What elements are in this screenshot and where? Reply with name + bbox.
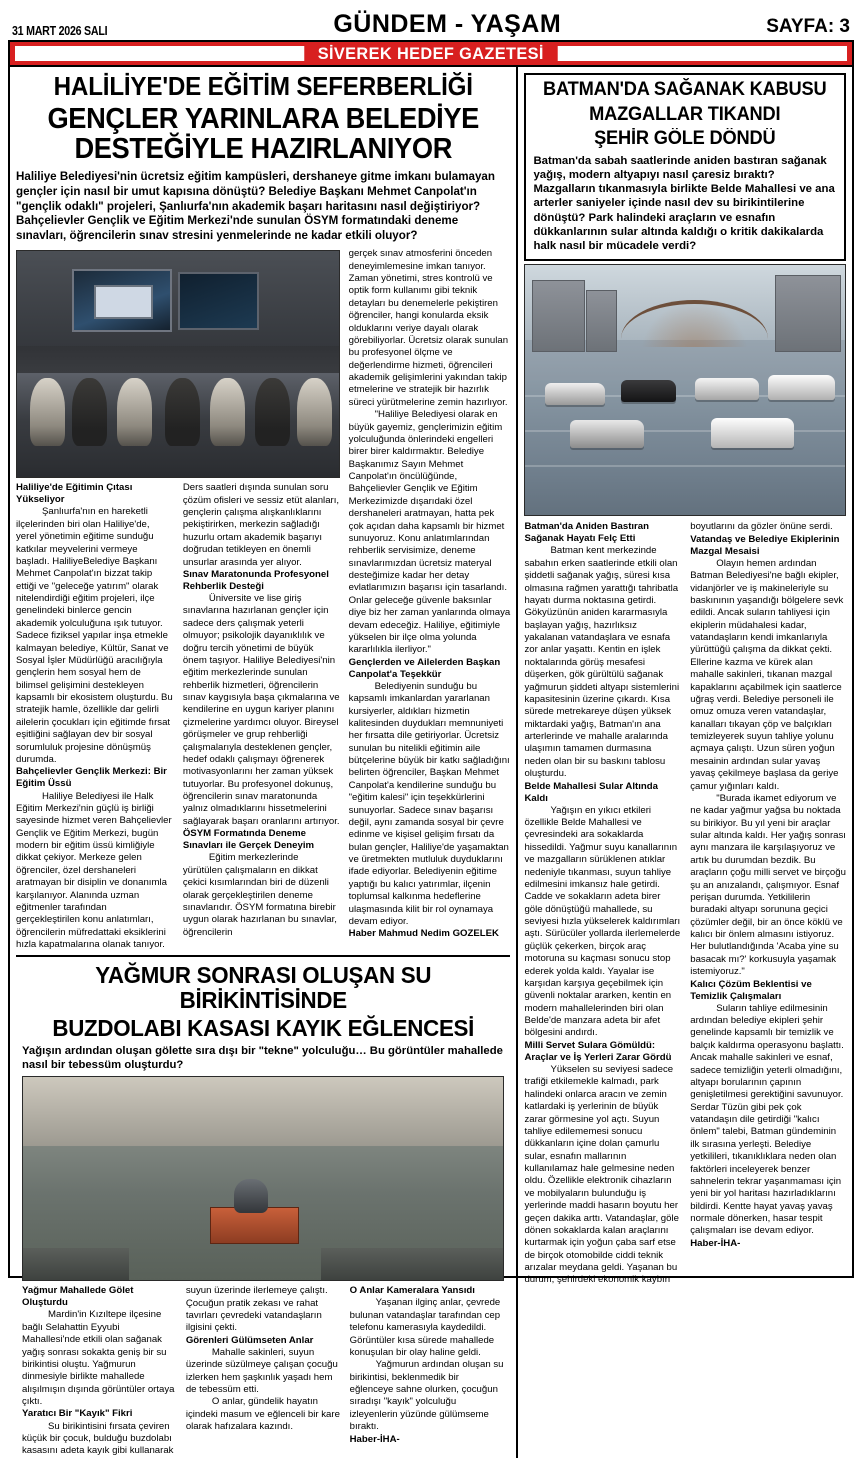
lead-story-columns-1-2 (16, 482, 340, 951)
page-number: SAYFA: 3 (766, 16, 850, 37)
subhead: Gençlerden ve Ailelerden Başkan Canpolat'a Teşekkür (348, 656, 501, 680)
lead-story-headline: GENÇLER YARINLARA BELEDİYE DESTEĞİYLE HAZIRLANIYOR (47, 103, 479, 166)
lead-photo-and-cols (16, 248, 340, 951)
publication-date: 31 MART 2026 SALI (12, 23, 108, 38)
byline: Haber-İHA- (349, 1433, 400, 1445)
boat-column-2 (186, 1285, 341, 1457)
flood-story-columns (524, 521, 846, 1286)
paragraph: Yağmurun ardından oluşan su birikintisi, beklenmedik bir eğlenceye sahne olurken, çocuğun sıradışı "kayık" yolculuğu izleyenlerin yüzünde gülümseme bıraktı. (349, 1359, 504, 1433)
subhead: ÖSYM Formatında Deneme Sınavları ile Gerçek Deneyim (182, 828, 315, 852)
paragraph: Suların tahliye edilmesinin ardından belediye ekipleri şehir genelinde kapsamlı bir temizlik ve balçık kaldırma operasyonu başlattı. Ancak mahalle sakinleri ve esnaf, sadece temizliğin yeterli olmadığını, altyapı borularının çapının genişletilmesi gerektiğini savunuyor. Serdar Tüzün gibi pek çok vatandaşın dile getirdiği "kalıcı önlem" talebi, Batman gündeminin ilk sırasına yerleşti. Belediye yetkilileri, tıkanıklıklara neden olan faktörleri inceleyerek benzer sahnelerin tekrar yaşanmaması için yeni bir yol haritası hazırladıklarını bildirdi. Kentte hayat yavaş yavaş normale dönerken, hasar tespit çalışmaları ise devam ediyor. (690, 1002, 844, 1237)
paragraph: Yaşanan ilginç anlar, çevrede bulunan vatandaşlar tarafından cep telefonu kamerasıyla kaydedildi. Görüntüler kısa sürede mahallede konuşulan bir olay haline geldi. (349, 1297, 501, 1358)
lead-story-summary: Haliliye Belediyesi'nin ücretsiz eğitim kampüsleri, dershaneye gitme imkanı bulamayan gençler için nasıl bir umut kapısına dönüştü? Belediye Başkanı Mehmet Canpolat'ın "gençlik odaklı" projeleri, Şanlıurfa'nın akademik başarı haritasını nasıl değiştiriyor? Bahçelievler Gençlik ve Eğitim Merkezi'nde sunulan ÖSYM formatındaki deneme sınavları, öğrencilerin sınav stresini yenmelerinde ne kadar etkili oluyor? (16, 170, 495, 242)
newspaper-name: SİVEREK HEDEF GAZETESİ (305, 44, 558, 64)
byline: Haber Mahmud Nedim GOZELEK (348, 928, 499, 940)
subhead: Yaratıcı Bir "Kayık" Fikri (22, 1408, 133, 1420)
subhead: Sınav Maratonunda Profesyonel Rehberlik Desteği (182, 568, 329, 593)
paragraph: gerçek sınav atmosferini önceden deneyimlemesine imkan tanıyor. Zaman yönetimi, stres kontrolü ve optik form kullanımı gibi teknik detayları bu denemelerle pekiştiren öğrenciler, hangi konularda eksik olduklarını veriye dayalı olarak görebiliyorlar. Ücretsiz olarak sunulan bu profesyonel ölçme ve değerlendirme hizmeti, öğrencileri akademik gelişimlerini yakından takip etmelerine ve stratejik bir hazırlık süreci yürütmelerine zemin hazırlıyor. (348, 248, 509, 408)
flood-column-2 (690, 521, 846, 1286)
section-title: GÜNDEM - YAŞAM (333, 10, 562, 38)
paragraph: Su birikintisini fırsata çeviren küçük bir çocuk, bulduğu buzdolabı kasasını adeta kayık gibi kullanarak (22, 1420, 174, 1457)
lead-story-upper-row (16, 248, 510, 951)
boat-story (16, 955, 510, 1457)
lead-story (10, 67, 518, 1458)
paragraph: Haliliye Belediyesi ile Halk Eğitim Merkezi'nin güçlü iş birliği sayesinde hizmet veren Bahçelievler Gençlik ve Eğitim Merkezi, bugün modern bir eğitim üssü kimliğiyle dikkat çekiyor. Merkeze gelen öğrenciler, özel dershaneleri aratmayan bir disiplin ve donanımla karşılanıyor. Alanında uzman eğitmenler tarafından gerçekleştirilen konu anlatımları, öğrencilerin müfredattaki eksiklerini hızla kapatmalarına olanak tanıyor. (16, 790, 172, 950)
paragraph: Mardin'in Kızıltepe ilçesine bağlı Selahattin Eyyubi Mahallesi'nde etkili olan sağanak yağış sonrası sokakta geniş bir su birikintisi oluştu. Yağmurun dinmesiyle birlikte mahallede alışılmışın dışında görüntüler ortaya çıktı. (22, 1309, 175, 1408)
boat-story-headline-line2: BUZDOLABI KASASI KAYIK EĞLENCESİ (52, 1015, 475, 1042)
subhead: Milli Servet Sulara Gömüldü: Araçlar ve İş Yerleri Zarar Gördü (524, 1039, 672, 1063)
subhead: Kalıcı Çözüm Beklentisi ve Temizlik Çalışmaları (690, 978, 812, 1002)
boat-column-1 (22, 1285, 177, 1457)
lead-column-1 (16, 482, 173, 951)
boat-story-columns (22, 1285, 504, 1457)
subhead: Yağmur Mahallede Gölet Oluşturdu (22, 1285, 134, 1309)
paragraph: Belediyenin sunduğu bu kapsamlı imkanlardan yararlanan kursiyerler, aldıkları hizmetin kalitesinden duydukları memnuniyeti her fırsatta dile getiriyorlar. Ücretsiz sunulan bu nitelikli eğitimin aile bütçelerine büyük bir katkı sağladığını belirten öğrenciler, Başkan Mehmet Canpolat'a kendilerine sunduğu bu "eğitim kalesi" için teşekkürlerini sunuyorlar. Sadece sınav başarısı değil, aynı zamanda sosyal bir çevre edinme ve kişisel gelişim fırsatı da bulan gençler, Haliliye'de yaşamaktan ve üretmekten mutluluk duyduklarını ifade ediyorlar. Belediyenin eğitime yaptığı bu kalıcı yatırımlar, ilçenin toplumsal kalkınma hedeflerine ulaşmasında kilit bir rol oynamaya devam ediyor. (348, 680, 510, 927)
lead-column-3 (349, 248, 511, 951)
paragraph: Yağışın en yıkıcı etkileri özellikle Belde Mahallesi ve çevresindeki ara sokaklarda hissedildi. Yağmur suyu kanallarının ve mazgalların sürüklenen atıklar nedeniyle tıkanması, suyun tahliye edilmesini imkansız hale getirdi. Cadde ve sokakların adeta birer göle dönüştüğü mahallede, su seviyesi hızla yükselerek kaldırımları aştı. Sürücüler yollarda ilerlemelerde güçlük çekerken, birçok araç motoruna su kaçması sonucu stop ederek yolda kaldı. Yayalar ise karşıdan karşıya geçebilmek için güvenli noktalar ararken, kentin en modern mahallelerinden biri olan Belde'de manzara adeta bir afet bölgesini andırdı. (524, 804, 681, 1039)
flood-photo (524, 264, 846, 516)
paragraph: "Burada ikamet ediyorum ve ne kadar yağmur yağsa bu noktada su birikiyor. Bu yıl yeni bir araçlar sular altında kaldı. Her yağış sonrası aynı manzara ile karşılaşıyoruz ve artık bu durumdan bezdik. Bu araçların çoğu milli servet ve birçoğu şu an anızalandı, çalışmıyor. Esnaf perişan durumda. Yetkililerin buradaki altyapı sorununa geçici çözümler değil, bir an önce köklü ve kalıcı bir önlem almasını istiyoruz. Her bulutlandığında 'Acaba yine su basacak mı?' korkusuyla yaşamak istemiyoruz." (690, 792, 846, 978)
paragraph: "Haliliye Belediyesi olarak en büyük gayemiz, gençlerimizin eğitim yolculuğunda önlerindeki engelleri birer birer kaldırmaktır. Belediye Başkanımız Sayın Mehmet Canpolat'ın öncülüğünde, Bahçelievler Gençlik ve Eğitim Merkezimizde dışarıdaki özel dershaneleri aratmayan, hatta pek çok açıdan daha kapsamlı bir hizmet sunuyoruz. Konu anlatımlarından rehberlik servisimize, deneme sınavlarımızdan ücretsiz materyal desteğimize kadar her detay evlatlarımızın başarısı için tasarlandı. Onlar geleceğe güvenle baksınlar diye biz her zaman yanlarında olmaya devam edeceğiz. Haliliye, eğitimiyle yükselen bir ilçe olma yolunda kararlılıkla ilerliyor." (348, 409, 511, 656)
lead-column-2 (183, 482, 340, 951)
subhead: Belde Mahallesi Sular Altında Kaldı (524, 780, 658, 804)
byline: Haber-İHA- (690, 1237, 741, 1249)
masthead (8, 0, 854, 38)
classroom-photo (16, 250, 340, 478)
paragraph: suyun üzerinde ilerlemeye çalıştı. Çocuğun pratik zekası ve rahat tavırları çevredeki vatandaşların ilgisini çekti. (185, 1285, 328, 1334)
subhead: Batman'da Aniden Bastıran Sağanak Hayatı Felç Etti (524, 521, 649, 545)
subhead: O Anlar Kameralara Yansıdı (349, 1285, 475, 1297)
paragraph: Ders saatleri dışında sunulan soru çözüm ofisleri ve sessiz etüt alanları, gençlerin çalışma alışkanlıklarını pekiştirirken, merkezin sağladığı huzurlu ortam akademik başarıyı doğrudan tetikleyen en önemli unsurlar arasında yer alıyor. (182, 482, 340, 568)
boat-column-3 (350, 1285, 505, 1457)
flood-story (518, 67, 852, 1458)
paragraph: Eğitim merkezlerinde yürütülen çalışmaların en dikkat çekici kısımlarından biri de düzenli olarak gerçekleştirilen deneme sınavlarıdır. ÖSYM formatına birebir uygun olarak hazırlanan bu sınavlar, öğrencilerin (182, 852, 337, 938)
subhead: Haliliye'de Eğitimin Çıtası Yükseliyor (16, 482, 133, 506)
flood-headline-box (524, 73, 846, 261)
boat-story-summary: Yağışın ardından oluşan gölette sıra dışı bir "tekne" yolculuğu… Bu görüntüler mahallede nasıl bir tebessüm oluşturdu? (22, 1045, 503, 1072)
subhead: Bahçelievler Gençlik Merkezi: Bir Eğitim Üssü (16, 766, 167, 790)
subhead: Vatandaş ve Belediye Ekiplerinin Mazgal Mesaisi (690, 533, 840, 557)
subhead: Görenleri Gülümseten Anlar (185, 1334, 314, 1346)
paragraph: Mahalle sakinleri, suyun üzerinde süzülmeye çalışan çocuğu izlerken hem şaşkınlık yaşadı hem de tebessüm etti. (185, 1346, 338, 1396)
paragraph: boyutlarını da gözler önüne serdi. (690, 521, 833, 533)
newspaper-name-banner (8, 40, 854, 67)
paragraph: Olayın hemen ardından Batman Belediyesi'ne bağlı ekipler, vidanjörler ve iş makineleriyle su baskınının yaşandığı bölgelere sevk edildi. Ancak suların tahliyesi için ekiplerin müdahalesi kadar, vatandaşların kendi imkanlarıyla yürüttüğü çalışma da dikkat çekti. Ellerine kazma ve kürek alan mahalle sakinleri, tıkanan mazgal kapaklarını açabilmek için saatlerce uğraş verdi. Belediye personeli ile omuz omuza veren vatandaşlar, kanalları tıkayan çöp ve balçıkları temizleyerek suyun tahliye yolunu açmaya çalıştı. Uzun süren yoğun mesainin ardından sular yavaş yavaş çekilmeye başlasa da geriye çamur yığınları kaldı. (690, 557, 844, 792)
flood-headline-line2: MAZGALLAR TIKANDI (589, 103, 781, 125)
flood-column-1 (524, 521, 680, 1286)
flood-story-summary: Batman'da sabah saatlerinde aniden bastıran sağanak yağış, modern altyapıyı nasıl çaresiz bıraktı? Mazgalların tıkanmasıyla birlikte Belde Mahallesi ve ana arterler saniyeler içinde nasıl dev su birikintilerine dönüştü? Park halindeki araçların ve esnafın dükkanlarının sular altında kaldığı o kritik dakikalarda halk nasıl bir mücadele verdi? (533, 154, 835, 253)
boat-story-headline-line1: YAĞMUR SONRASI OLUŞAN SU BİRİKİNTİSİNDE (95, 962, 432, 1014)
top-area (10, 67, 852, 1458)
paragraph: Batman kent merkezinde sabahın erken saatlerinde etkili olan şiddetli sağanak yağış, süresi kısa olmasına rağmen yarattığı tahribatla hayatı durma noktasına getirdi. Gökyüzünün aniden kararmasıyla başlayan yağış, hazırlıksız yakalanan vatandaşlara ve esnafa zor anlar yaşattı. Kentin en işlek noktalarında görüş mesafesi düşerken, gök gürültülü sağanak yağmurun şiddeti altyapı sistemlerini kapasitesinin üzerine çıkardı. Kısa sürede metrekareye düşen yüksek miktardaki yağış, Batman'ın ana arterlerinde ve mahalle aralarında ulaşımın tamamen durmasına neden olan bir su baskını tablosu oluşturdu. (524, 545, 680, 780)
lead-story-kicker: HALİLİYE'DE EĞİTİM SEFERBERLİĞİ (53, 71, 473, 101)
boat-photo (22, 1076, 504, 1281)
paragraph: Şanlıurfa'nın en hareketli ilçelerinden biri olan Haliliye'de, yerel yönetimin eğitime sunduğu katkılar meyvelerini vermeye başladı. HaliliyeBelediye Başkanı Mehmet Canpolat'ın bizzat takip ettiği ve "geleceğe yatırım" olarak nitelendirdiği eğitim projeleri, ilçe genelindeki binlerce gencin akademik yolculuğuna ışık tutuyor. Sadece fiziksel yapılar inşa etmekle kalmayan belediye, Kültür, Sanat ve Sosyal İşler Müdürlüğü aracılığıyla gençlerin hem sosyal hem de bilimsel gelişimini destekleyen kapsamlı bir ekosistem oluşturdu. Bu stratejik hamle, özellikle dar gelirli ailelerin çocukları için eğitimde fırsat eşitliğini sağlayan dev bir sosyal sorumluluk projesine dönüşmüş durumda. (16, 506, 173, 765)
paragraph: Üniversite ve lise giriş sınavlarına hazırlanan gençler için sadece ders çalışmak yeterli olmuyor; psikolojik dayanıklılık ve doğru tercih yönetimi de büyük önem taşıyor. Haliliye Belediyesi'nin eğitim merkezlerinde sunulan rehberlik hizmetleri, öğrencilerin sınav kaygısıyla başa çıkmalarına ve kendilerine en uygun kariyer planını çizmelerine yardımcı oluyor. Bireysel görüşmeler ve grup rehberliği çalışmalarıyla desteklenen gençler, hedef odaklı çalışmayı öğrenerek motivasyonlarını her zaman yüksek tutuyorlar. Bu profesyonel dokunuş, öğrencilerin sınav maratonunda yalnız olmadıklarını hissetmelerini sağlayarak başarı oranlarını artırıyor. (182, 593, 340, 827)
flood-body (518, 264, 852, 1286)
flood-headline-line3: ŞEHİR GÖLE DÖNDÜ (594, 128, 776, 150)
flood-headline-line1: BATMAN'DA SAĞANAK KABUSU (543, 79, 827, 100)
content-frame (8, 67, 854, 1457)
paragraph: O anlar, gündelik hayatın içindeki masum ve eğlenceli bir kare olarak hafızalara kazındı. (185, 1396, 340, 1433)
paragraph: Yükselen su seviyesi sadece trafiği etkilemekle kalmadı, park halindeki onlarca aracın ve zemin katlardaki iş yerlerinin de büyük zarar görmesine yol açtı. Suyun tahliye edilememesi sonucu dükkanların içine dolan çamurlu sular, esnafın mallarının kullanılamaz hale gelmesine neden oldu. Özellikle elektronik cihazların ve mobilyaların bulunduğu iş yerlerinde maddi hasarın boyutu her geçen dakika arttı. Vatandaşlar, göle dönen sokaklarda kalan araçlarını kurtarmak için yoğun çaba sarf etse de birçok otomobilde ciddi teknik arızalar meydana geldi. Yaşanan bu durum, şehirdeki ekonomik kaybın (524, 1064, 679, 1286)
